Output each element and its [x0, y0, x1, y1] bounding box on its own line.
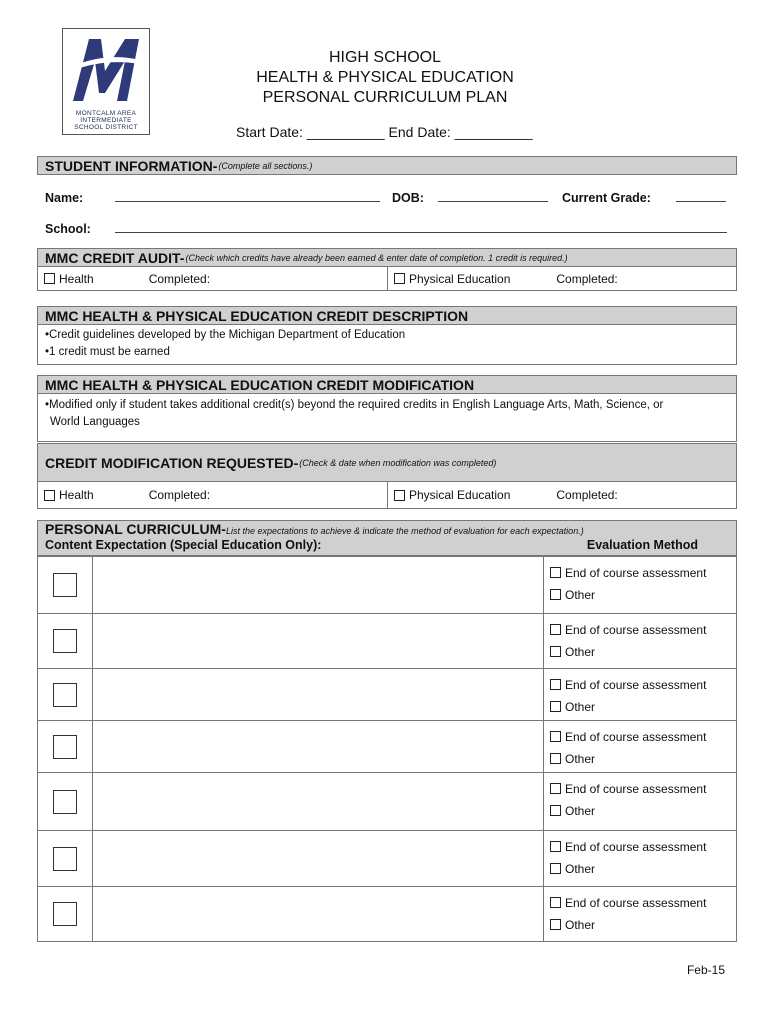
curriculum-table — [37, 556, 737, 942]
health-modification-label: Health — [59, 488, 94, 502]
pe-modification-label: Physical Education — [409, 488, 511, 502]
current-grade-label: Current Grade: — [562, 191, 651, 205]
district-logo-mark — [67, 31, 147, 103]
evaluation-method-cell — [544, 887, 736, 941]
other-label: Other — [565, 700, 596, 714]
content-expectation-field[interactable] — [93, 773, 544, 830]
school-label: School: — [45, 222, 91, 236]
evaluation-method-cell — [544, 614, 736, 668]
health-audit-checkbox[interactable] — [44, 273, 55, 284]
dob-field[interactable] — [438, 201, 548, 202]
health-modification-completed[interactable]: Completed: — [148, 488, 211, 502]
evaluation-method-cell — [544, 721, 736, 772]
modification-requested-section — [37, 443, 737, 509]
name-label: Name: — [45, 191, 84, 205]
student-info-header: STUDENT INFORMATION- (Complete all sections.) — [37, 156, 737, 175]
other-label: Other — [565, 752, 596, 766]
curriculum-row — [38, 830, 736, 886]
other-label: Other — [565, 918, 596, 932]
curriculum-row — [38, 556, 736, 613]
pe-modification-checkbox[interactable] — [394, 490, 405, 501]
district-logo — [62, 28, 150, 135]
content-expectation-field[interactable] — [93, 887, 544, 941]
document-title — [180, 48, 590, 108]
end-of-course-label: End of course assessment — [565, 896, 707, 910]
end-of-course-label: End of course assessment — [565, 623, 707, 637]
other-checkbox[interactable] — [550, 646, 561, 657]
end-of-course-checkbox[interactable] — [550, 731, 561, 742]
content-expectation-field[interactable] — [93, 557, 544, 613]
expectation-checkbox[interactable] — [53, 629, 77, 653]
expectation-checkbox-cell — [38, 887, 93, 941]
curriculum-row — [38, 772, 736, 830]
credit-audit-section — [37, 248, 737, 291]
health-modification-checkbox[interactable] — [44, 490, 55, 501]
expectation-checkbox[interactable] — [53, 902, 77, 926]
evaluation-method-cell — [544, 831, 736, 886]
other-label: Other — [565, 588, 596, 602]
description-bullet-2: •1 credit must be earned — [45, 346, 170, 358]
pe-audit-label: Physical Education — [409, 271, 511, 286]
other-checkbox[interactable] — [550, 701, 561, 712]
date-range-fields[interactable]: Start Date: __________ End Date: __________ — [236, 124, 533, 140]
expectation-checkbox-cell — [38, 831, 93, 886]
end-of-course-checkbox[interactable] — [550, 567, 561, 578]
credit-modification-header: MMC HEALTH & PHYSICAL EDUCATION CREDIT MODIFICATION — [37, 375, 737, 394]
curriculum-row — [38, 720, 736, 772]
content-expectation-field[interactable] — [93, 721, 544, 772]
end-of-course-checkbox[interactable] — [550, 897, 561, 908]
end-of-course-label: End of course assessment — [565, 782, 707, 796]
content-expectation-field[interactable] — [93, 831, 544, 886]
curriculum-row — [38, 613, 736, 668]
credit-description-section — [37, 306, 737, 365]
other-label: Other — [565, 645, 596, 659]
other-checkbox[interactable] — [550, 805, 561, 816]
credit-audit-header: MMC CREDIT AUDIT- (Check which credits have already been earned & enter date of completion. 1 credit is required.) — [37, 248, 737, 267]
expectation-checkbox-cell — [38, 721, 93, 772]
end-of-course-label: End of course assessment — [565, 678, 707, 692]
health-audit-completed[interactable]: Completed: — [148, 271, 211, 286]
content-expectation-field[interactable] — [93, 669, 544, 720]
expectation-checkbox-cell — [38, 669, 93, 720]
expectation-checkbox[interactable] — [53, 735, 77, 759]
modification-text-line-2: World Languages — [50, 416, 140, 428]
district-name: MONTCALM AREA INTERMEDIATE SCHOOL DISTRICT — [74, 110, 138, 131]
evaluation-method-cell — [544, 669, 736, 720]
other-label: Other — [565, 804, 596, 818]
title-line-2: HEALTH & PHYSICAL EDUCATION — [256, 69, 514, 86]
footer-date: Feb-15 — [686, 963, 725, 977]
end-of-course-checkbox[interactable] — [550, 624, 561, 635]
other-checkbox[interactable] — [550, 863, 561, 874]
end-of-course-checkbox[interactable] — [550, 679, 561, 690]
end-of-course-label: End of course assessment — [565, 840, 707, 854]
other-checkbox[interactable] — [550, 919, 561, 930]
pe-audit-completed[interactable]: Completed: — [556, 271, 618, 286]
credit-description-header: MMC HEALTH & PHYSICAL EDUCATION CREDIT DESCRIPTION — [37, 306, 737, 325]
name-field[interactable] — [115, 201, 380, 202]
personal-curriculum-header: PERSONAL CURRICULUM-List the expectations to achieve & indicate the method of evaluation for each expectation.) Content Expectation (Special Education Only): Evaluation Method — [37, 520, 737, 556]
description-bullet-1: •Credit guidelines developed by the Michigan Department of Education — [45, 329, 406, 341]
title-line-1: HIGH SCHOOL — [328, 49, 441, 66]
end-of-course-checkbox[interactable] — [550, 783, 561, 794]
other-label: Other — [565, 862, 596, 876]
curriculum-row — [38, 668, 736, 720]
evaluation-method-cell — [544, 557, 736, 613]
content-expectation-field[interactable] — [93, 614, 544, 668]
expectation-checkbox[interactable] — [53, 683, 77, 707]
credit-modification-section — [37, 375, 737, 442]
expectation-checkbox-cell — [38, 773, 93, 830]
evaluation-method-cell — [544, 773, 736, 830]
other-checkbox[interactable] — [550, 589, 561, 600]
evaluation-method-header: Evaluation Method — [586, 538, 698, 552]
title-line-3: PERSONAL CURRICULUM PLAN — [262, 89, 508, 106]
expectation-checkbox-cell — [38, 614, 93, 668]
modification-requested-header: CREDIT MODIFICATION REQUESTED- (Check & date when modification was completed) — [37, 443, 737, 482]
expectation-checkbox[interactable] — [53, 573, 77, 597]
health-audit-label: Health — [59, 271, 94, 286]
current-grade-field[interactable] — [676, 201, 726, 202]
expectation-checkbox-cell — [38, 557, 93, 613]
other-checkbox[interactable] — [550, 753, 561, 764]
pe-audit-checkbox[interactable] — [394, 273, 405, 284]
end-of-course-label: End of course assessment — [565, 566, 707, 580]
expectation-checkbox[interactable] — [53, 847, 77, 871]
school-field[interactable] — [115, 232, 727, 233]
personal-curriculum-section — [37, 520, 737, 556]
expectation-checkbox[interactable] — [53, 790, 77, 814]
pe-modification-completed[interactable]: Completed: — [556, 488, 618, 502]
dob-label: DOB: — [392, 191, 424, 205]
content-expectation-header: Content Expectation (Special Education Only): — [45, 538, 322, 552]
modification-text-line-1: •Modified only if student takes additional credit(s) beyond the required credits in English Language Arts, Math, Science, or — [45, 399, 664, 411]
end-of-course-checkbox[interactable] — [550, 841, 561, 852]
end-of-course-label: End of course assessment — [565, 730, 707, 744]
student-info-section — [37, 156, 737, 175]
curriculum-row — [38, 886, 736, 941]
